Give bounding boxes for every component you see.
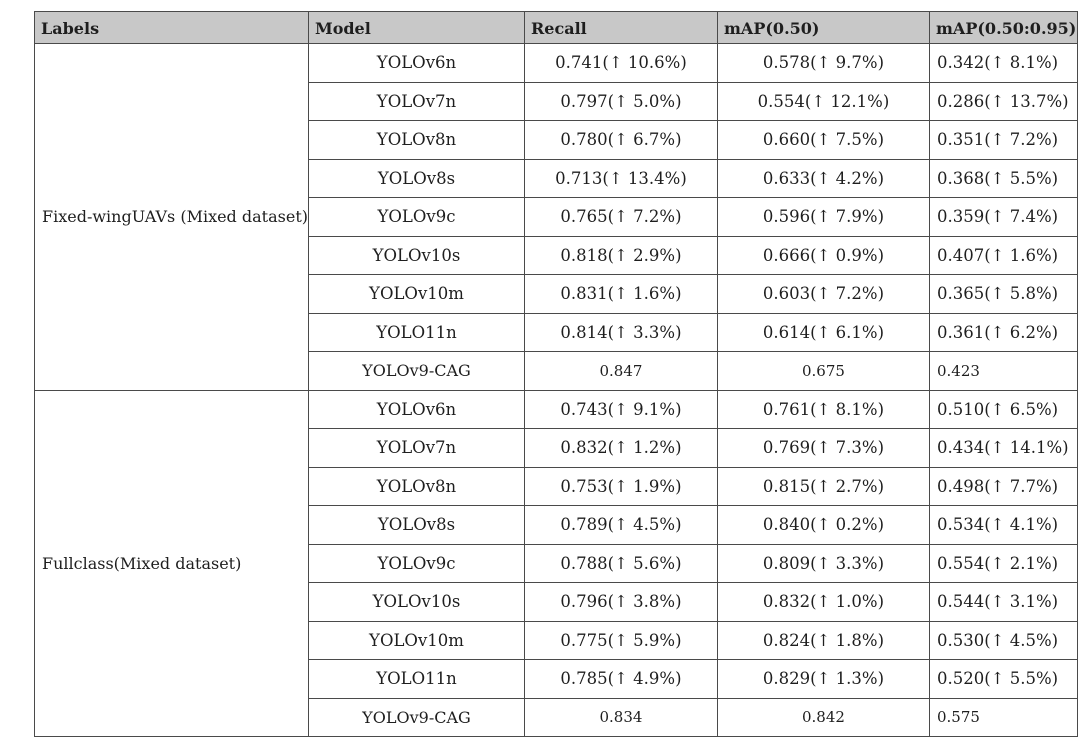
model-cell: YOLOv7n (308, 82, 524, 121)
recall-cell: 0.789(↑ 4.5%) (524, 506, 717, 545)
map5095-cell: 0.498(↑ 7.7%) (929, 467, 1077, 506)
header-model: Model (308, 12, 524, 44)
map50-cell: 0.761(↑ 8.1%) (717, 390, 929, 429)
table-header (35, 12, 1078, 44)
map5095-cell: 0.407(↑ 1.6%) (929, 236, 1077, 275)
map50-cell: 0.842 (717, 698, 929, 737)
model-cell: YOLOv10m (308, 275, 524, 314)
map5095-cell: 0.342(↑ 8.1%) (929, 44, 1077, 83)
map50-cell: 0.832(↑ 1.0%) (717, 583, 929, 622)
recall-cell: 0.741(↑ 10.6%) (524, 44, 717, 83)
map50-cell: 0.603(↑ 7.2%) (717, 275, 929, 314)
model-cell: YOLOv8n (308, 467, 524, 506)
header-map5095: mAP(0.50:0.95) (929, 12, 1077, 44)
model-cell: YOLOv8s (308, 159, 524, 198)
recall-cell: 0.818(↑ 2.9%) (524, 236, 717, 275)
map50-cell: 0.815(↑ 2.7%) (717, 467, 929, 506)
table-row (35, 390, 1078, 429)
map50-cell: 0.660(↑ 7.5%) (717, 121, 929, 160)
recall-cell: 0.753(↑ 1.9%) (524, 467, 717, 506)
recall-cell: 0.814(↑ 3.3%) (524, 313, 717, 352)
map5095-cell: 0.530(↑ 4.5%) (929, 621, 1077, 660)
map5095-cell: 0.351(↑ 7.2%) (929, 121, 1077, 160)
map5095-cell: 0.575 (929, 698, 1077, 737)
map50-cell: 0.769(↑ 7.3%) (717, 429, 929, 468)
map5095-cell: 0.554(↑ 2.1%) (929, 544, 1077, 583)
recall-cell: 0.775(↑ 5.9%) (524, 621, 717, 660)
map5095-cell: 0.544(↑ 3.1%) (929, 583, 1077, 622)
recall-cell: 0.765(↑ 7.2%) (524, 198, 717, 237)
recall-cell: 0.780(↑ 6.7%) (524, 121, 717, 160)
table-body (35, 44, 1078, 737)
map5095-cell: 0.510(↑ 6.5%) (929, 390, 1077, 429)
recall-cell: 0.796(↑ 3.8%) (524, 583, 717, 622)
recall-cell: 0.785(↑ 4.9%) (524, 660, 717, 699)
map5095-cell: 0.520(↑ 5.5%) (929, 660, 1077, 699)
map50-cell: 0.554(↑ 12.1%) (717, 82, 929, 121)
map5095-cell: 0.368(↑ 5.5%) (929, 159, 1077, 198)
recall-cell: 0.788(↑ 5.6%) (524, 544, 717, 583)
recall-cell: 0.713(↑ 13.4%) (524, 159, 717, 198)
group-label: Fullclass(Mixed dataset) (35, 390, 309, 737)
map50-cell: 0.614(↑ 6.1%) (717, 313, 929, 352)
map5095-cell: 0.359(↑ 7.4%) (929, 198, 1077, 237)
recall-cell: 0.831(↑ 1.6%) (524, 275, 717, 314)
model-cell: YOLOv6n (308, 390, 524, 429)
map50-cell: 0.675 (717, 352, 929, 391)
map50-cell: 0.596(↑ 7.9%) (717, 198, 929, 237)
model-cell: YOLOv9-CAG (308, 352, 524, 391)
header-row (35, 12, 1078, 44)
recall-cell: 0.743(↑ 9.1%) (524, 390, 717, 429)
header-labels: Labels (35, 12, 309, 44)
table-row (35, 44, 1078, 83)
map50-cell: 0.809(↑ 3.3%) (717, 544, 929, 583)
model-cell: YOLOv10m (308, 621, 524, 660)
recall-cell: 0.797(↑ 5.0%) (524, 82, 717, 121)
map5095-cell: 0.361(↑ 6.2%) (929, 313, 1077, 352)
model-cell: YOLOv8n (308, 121, 524, 160)
map5095-cell: 0.423 (929, 352, 1077, 391)
model-cell: YOLOv9-CAG (308, 698, 524, 737)
header-map50: mAP(0.50) (717, 12, 929, 44)
map5095-cell: 0.365(↑ 5.8%) (929, 275, 1077, 314)
model-cell: YOLOv8s (308, 506, 524, 545)
group-label: Fixed-wingUAVs (Mixed dataset) (35, 44, 309, 391)
map5095-cell: 0.534(↑ 4.1%) (929, 506, 1077, 545)
model-cell: YOLO11n (308, 313, 524, 352)
map50-cell: 0.578(↑ 9.7%) (717, 44, 929, 83)
results-table-container (34, 11, 1078, 737)
model-cell: YOLOv6n (308, 44, 524, 83)
model-cell: YOLOv10s (308, 236, 524, 275)
model-cell: YOLOv9c (308, 198, 524, 237)
map5095-cell: 0.286(↑ 13.7%) (929, 82, 1077, 121)
recall-cell: 0.847 (524, 352, 717, 391)
map50-cell: 0.824(↑ 1.8%) (717, 621, 929, 660)
map50-cell: 0.633(↑ 4.2%) (717, 159, 929, 198)
recall-cell: 0.834 (524, 698, 717, 737)
recall-cell: 0.832(↑ 1.2%) (524, 429, 717, 468)
model-cell: YOLOv9c (308, 544, 524, 583)
map50-cell: 0.666(↑ 0.9%) (717, 236, 929, 275)
model-cell: YOLOv10s (308, 583, 524, 622)
model-cell: YOLOv7n (308, 429, 524, 468)
model-cell: YOLO11n (308, 660, 524, 699)
results-table (34, 11, 1078, 737)
map5095-cell: 0.434(↑ 14.1%) (929, 429, 1077, 468)
map50-cell: 0.829(↑ 1.3%) (717, 660, 929, 699)
map50-cell: 0.840(↑ 0.2%) (717, 506, 929, 545)
header-recall: Recall (524, 12, 717, 44)
